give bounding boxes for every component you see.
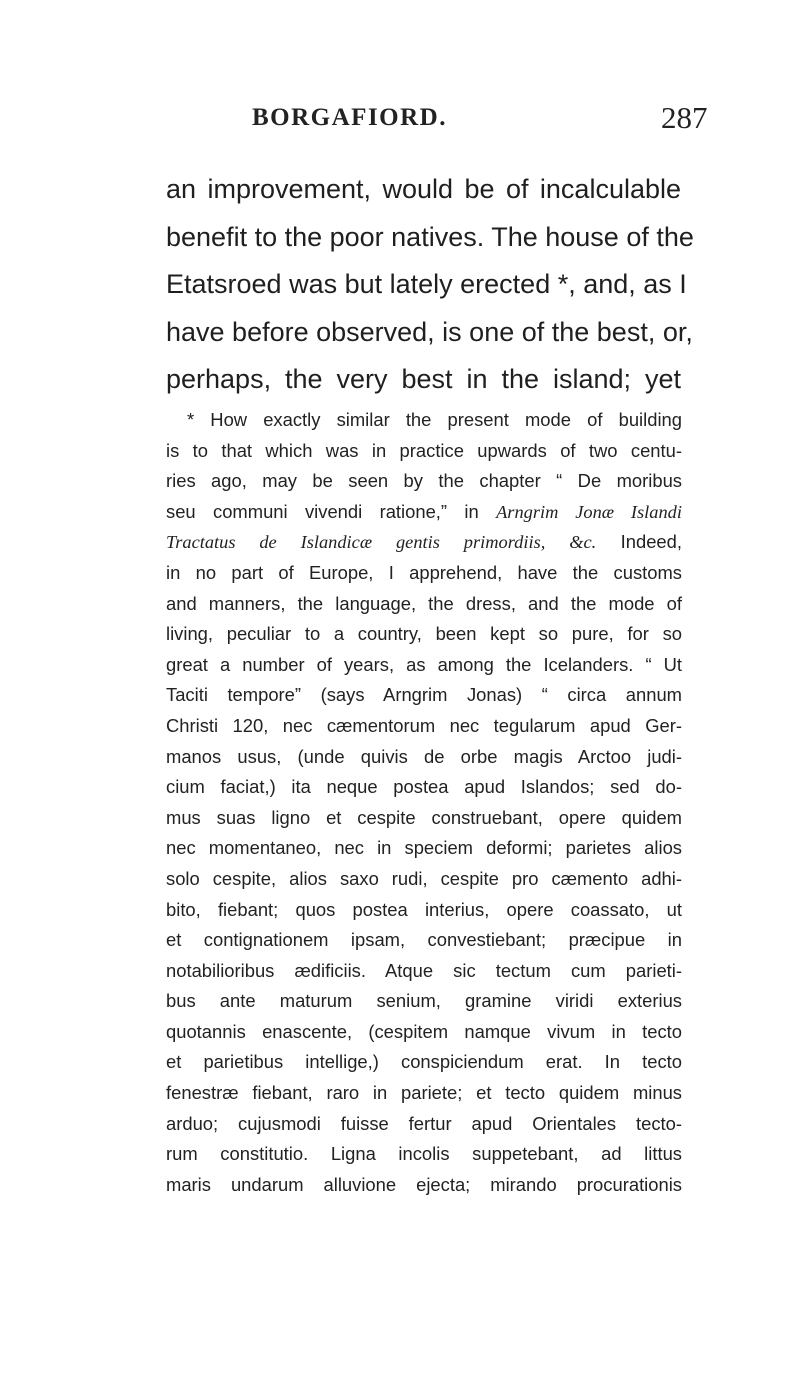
page-number: 287 <box>661 100 708 135</box>
footnote-line: bito, fiebant; quos postea interius, opere coassato, ut <box>166 898 682 920</box>
text-line: an improvement, would be of incalculable <box>166 174 681 204</box>
running-title: BORGAFIORD. <box>252 104 447 131</box>
footnote-line: and manners, the language, the dress, and the mode of <box>166 592 682 614</box>
footnote-line: notabilioribus ædificiis. Atque sic tectum cum parieti- <box>166 959 682 981</box>
footnote-line: cium faciat,) ita neque postea apud Islandos; sed do- <box>166 776 682 798</box>
book-title-italic: Tractatus de Islandicæ gentis primordiis, &c. <box>166 532 597 553</box>
footnote-line: quotannis enascente, (cespitem namque vivum in tecto <box>166 1020 682 1042</box>
footnote-line: Christi 120, nec cæmentorum nec tegularum apud Ger- <box>166 714 682 736</box>
footnote <box>166 405 682 1200</box>
footnote-line: rum constitutio. Ligna incolis suppetebant, ad littus <box>166 1143 682 1165</box>
footnote-line: ries ago, may be seen by the chapter “ De moribus <box>166 470 682 492</box>
footnote-line: nec momentaneo, nec in speciem deformi; parietes alios <box>166 837 682 859</box>
text-line: benefit to the poor natives. The house of the <box>166 221 694 252</box>
footnote-line: great a number of years, as among the Icelanders. “ Ut <box>166 653 682 675</box>
book-title-italic: Arngrim Jonæ Islandi <box>496 501 682 522</box>
footnote-line: Taciti tempore” (says Arngrim Jonas) “ circa annum <box>166 684 682 706</box>
footnote-line: * How exactly similar the present mode of building <box>187 409 682 430</box>
footnote-line: solo cespite, alios saxo rudi, cespite pro cæmento adhi- <box>166 867 682 889</box>
footnote-line <box>166 497 682 528</box>
text-line: perhaps, the very best in the island; yet <box>166 364 681 394</box>
footnote-line: in no part of Europe, I apprehend, have the customs <box>166 561 682 583</box>
main-text <box>166 166 694 404</box>
footnote-text: Indeed, <box>596 531 682 553</box>
footnote-line: fenestræ fiebant, raro in pariete; et tecto quidem minus <box>166 1082 682 1104</box>
footnote-line <box>166 527 682 558</box>
footnote-line: maris undarum alluvione ejecta; mirando procurationis <box>166 1173 682 1195</box>
text-line: Etatsroed was but lately erected *, and, as I <box>166 269 687 299</box>
footnote-line: bus ante maturum senium, gramine viridi exterius <box>166 990 682 1012</box>
footnote-text: seu communi vivendi ratione,” in <box>166 500 497 522</box>
footnote-line: living, peculiar to a country, been kept so pure, for so <box>166 623 682 645</box>
footnote-line: mus suas ligno et cespite construebant, opere quidem <box>166 806 682 828</box>
footnote-line: is to that which was in practice upwards of two centu- <box>166 439 682 461</box>
text-line: have before observed, is one of the best, or, <box>166 316 693 347</box>
footnote-line: et parietibus intellige,) conspiciendum erat. In tecto <box>166 1051 682 1073</box>
footnote-line: et contignationem ipsam, convestiebant; præcipue in <box>166 929 682 951</box>
footnote-line: manos usus, (unde quivis de orbe magis Arctoo judi- <box>166 745 682 767</box>
footnote-line: arduo; cujusmodi fuisse fertur apud Orientales tecto- <box>166 1112 682 1134</box>
